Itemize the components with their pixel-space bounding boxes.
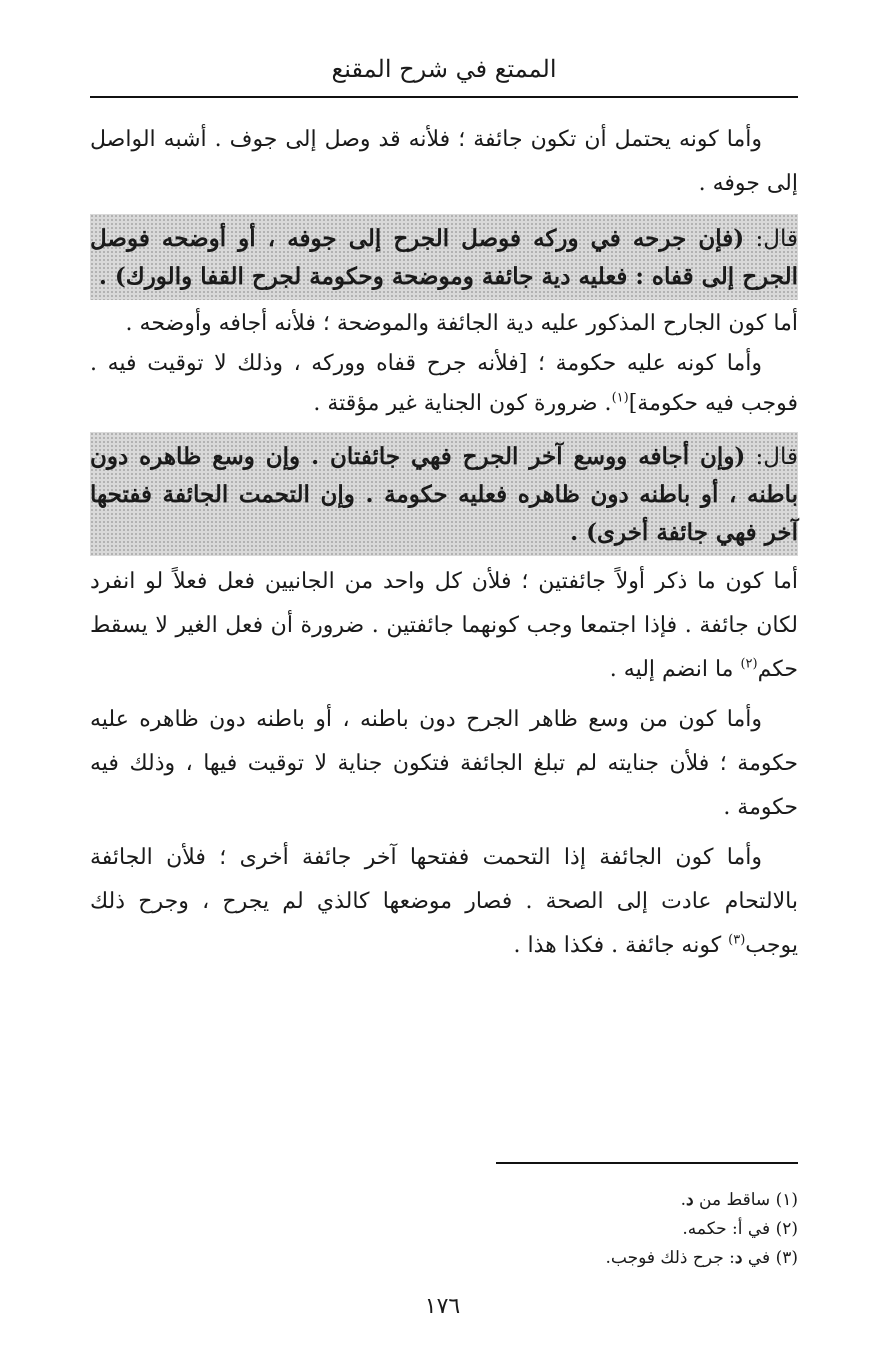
- footnote-3: [480, 1244, 798, 1273]
- paragraph-6-tail: كونه جائفة . فكذا هذا .: [513, 933, 729, 958]
- running-header: الممتع في شرح المقنع: [331, 55, 557, 83]
- quoted-text-block-2: [90, 432, 798, 556]
- page-body: [90, 118, 798, 968]
- header-rule: [90, 96, 798, 98]
- footnote-text-end: .: [680, 1190, 687, 1210]
- paragraph-6-text: وأما كون الجائفة إذا التحمت ففتحها آخر جائفة أخرى ؛ فلأن الجائفة بالالتحام عادت إلى الصحة . فصار موضعها كالذي لم يجرح ، وجرح ذلك يوجب: [90, 845, 798, 958]
- footnote-source: د: [734, 1248, 743, 1268]
- paragraph-2: أما كون الجارح المذكور عليه دية الجائفة والموضحة ؛ فلأنه أجافه وأوضحه .: [125, 311, 798, 336]
- footnote-ref-3: (٣): [728, 932, 746, 948]
- paragraph-1: وأما كونه يحتمل أن تكون جائفة ؛ فلأنه قد وصل إلى جوف . أشبه الواصل إلى جوفه .: [90, 127, 798, 196]
- paragraph-3-tail: . ضرورة كون الجناية غير مؤقتة .: [313, 391, 612, 416]
- footnote-text: في أ: حكمه.: [682, 1219, 771, 1239]
- paragraph-3: [90, 344, 798, 424]
- footnote-text: في: [742, 1248, 771, 1268]
- quote-text: (وإن أجافه ووسع آخر الجرح فهي جائفتان . وإن وسع ظاهره دون باطنه ، أو باطنه دون ظاهره فعليه حكومة . وإن التحمت الجائفة ففتحها آخر فهي جائفة أخرى) .: [90, 443, 798, 546]
- footnote-number: (٢): [775, 1219, 798, 1239]
- quote-text: (فإن جرحه في وركه فوصل الجرح إلى جوفه ، أو أوضحه فوصل الجرح إلى قفاه : فعليه دية جائفة وموضحة وحكومة لجرح القفا والورك) .: [90, 225, 798, 290]
- footnote-ref-1: (١): [611, 390, 629, 406]
- paragraph-4-text: أما كون ما ذكر أولاً جائفتين ؛ فلأن كل واحد من الجانيين فعل فعلاً لو انفرد لكان جائفة . فإذا اجتمعا وجب كونهما جائفتين . ضرورة أن فعل الغير لا يسقط حكم: [90, 569, 798, 682]
- quote-lead: قال:: [744, 226, 798, 252]
- footnote-text-end: : جرح ذلك فوجب.: [605, 1248, 735, 1268]
- footnote-ref-2: (٢): [740, 656, 758, 672]
- footnote-1: [480, 1186, 798, 1215]
- footnote-2: [480, 1215, 798, 1244]
- page-number: ١٧٦: [424, 1294, 461, 1319]
- paragraph-5: وأما كون من وسع ظاهر الجرح دون باطنه ، أو باطنه دون ظاهره عليه حكومة ؛ فلأن جنايته لم تبلغ الجائفة فتكون جناية لا توقيت فيها ، وذلك فيه حكومة .: [90, 707, 798, 820]
- quote-lead: قال:: [745, 444, 799, 470]
- footnote-source: د: [686, 1190, 694, 1210]
- footnote-number: (١): [775, 1190, 798, 1210]
- paragraph-4-tail: ما انضم إليه .: [609, 657, 741, 682]
- paragraph-3-text: وأما كونه عليه حكومة ؛ [فلأنه جرح قفاه ووركه ، وذلك لا توقيت فيه . فوجب فيه حكومة]: [90, 351, 798, 416]
- paragraph-4: [90, 560, 798, 692]
- paragraph-6: [90, 836, 798, 968]
- footnote-number: (٣): [775, 1248, 798, 1268]
- footnote-separator: [496, 1162, 798, 1164]
- footnotes: [480, 1186, 798, 1273]
- footnote-text: ساقط من: [693, 1190, 771, 1210]
- quoted-text-block-1: [90, 214, 798, 300]
